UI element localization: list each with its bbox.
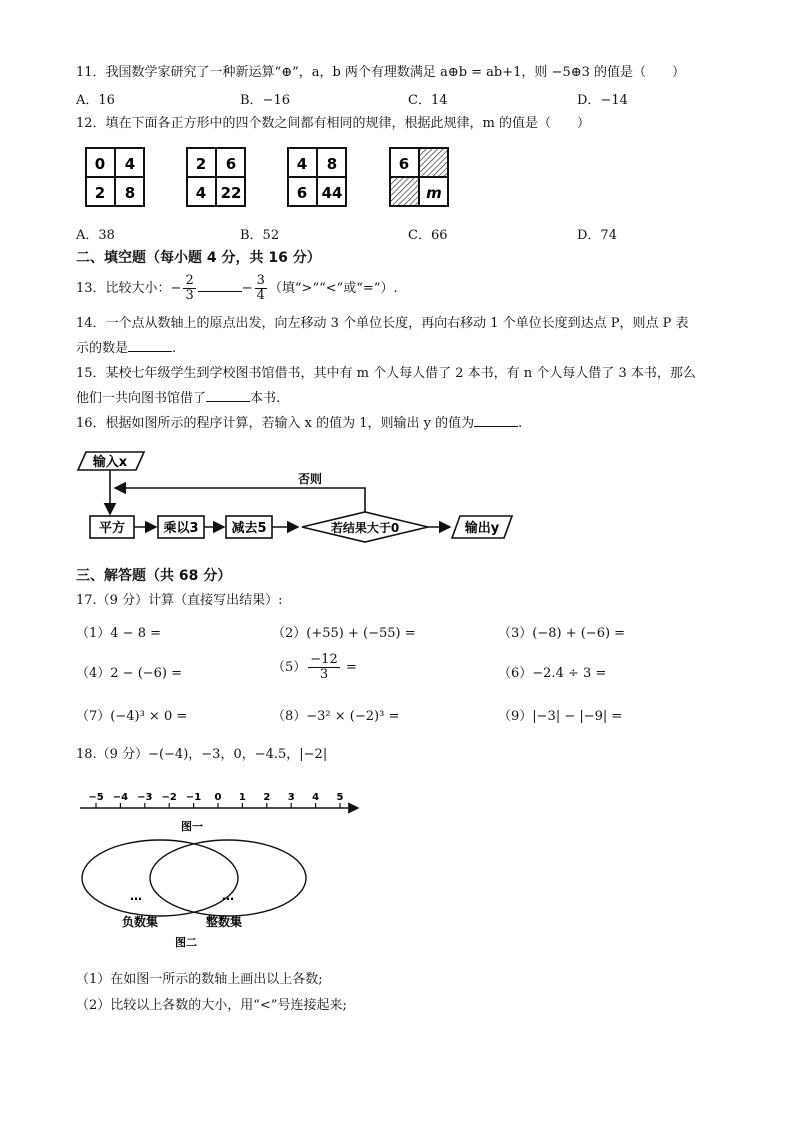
q12-square-3 (288, 148, 346, 206)
q12-square-2-br: 22 (220, 184, 242, 202)
q17-stem: 17.（9 分）计算（直接写出结果）: (76, 593, 283, 608)
q17-item-2: （2）(+55) + (−55) = (272, 626, 416, 641)
q12-square-3-tl: 4 (296, 155, 308, 173)
q12-option-b: B．52 (240, 228, 280, 243)
fig2-caption: 图二 (175, 936, 197, 949)
flow-loop-arrow (115, 488, 365, 512)
q13-fraction-1-denominator: 3 (185, 288, 194, 303)
venn-right-dots: … (222, 889, 234, 903)
q16-answer-blank[interactable] (474, 414, 518, 427)
q13-prefix: 13．比较大小：− (76, 281, 182, 296)
q14-line-2-end: . (172, 341, 177, 356)
q15-line-2-end: 本书. (250, 391, 281, 406)
q17-item-1: （1）4 − 8 = (76, 626, 161, 641)
q12-square-4-hatched-bl (390, 177, 419, 206)
q12-stem: 12．填在下面各正方形中的四个数之间都有相同的规律，根据此规律，m 的值是（ ） (76, 116, 591, 131)
q15-line-2-text: 他们一共向图书馆借了 (76, 391, 207, 406)
venn-negative-set (82, 840, 238, 916)
q12-option-d: D．74 (577, 228, 617, 243)
q12-square-4 (390, 148, 448, 206)
q12-square-4-tl: 6 (398, 155, 410, 173)
number-line-tick-label: −1 (185, 792, 202, 803)
q12-square-1-tl: 0 (94, 155, 106, 173)
q11-option-a: A．16 (76, 93, 115, 108)
q12-option-c: C．66 (408, 228, 448, 243)
venn-integer-set (150, 840, 306, 916)
q12-square-1 (86, 148, 144, 206)
q18-sub-2: （2）比较以上各数的大小，用“<”号连接起来; (76, 998, 347, 1013)
q12-square-1-br: 8 (124, 184, 136, 202)
flow-input-label: 输入x (92, 455, 128, 470)
q12-square-3-bl: 6 (296, 184, 308, 202)
q12-option-a: A．38 (76, 228, 115, 243)
q13-fraction-2 (255, 274, 267, 303)
q17-item-5-label: （5） (272, 660, 307, 675)
q17-item-5-tail: = (341, 660, 357, 675)
q13-mid: − (241, 281, 253, 296)
q11-option-c: C．14 (408, 93, 448, 108)
section-3-title: 三、解答题（共 68 分） (76, 568, 232, 584)
flow-else-label: 否则 (297, 472, 323, 486)
number-line-tick-label: 5 (336, 792, 344, 803)
q13-suffix: （填“>”“<”或“=”）. (268, 281, 398, 296)
q18-sub-1: （1）在如图一所示的数轴上画出以上各数; (76, 972, 323, 987)
q18-stem: 18.（9 分）−(−4)，−3，0，−4.5，|−2| (76, 747, 328, 762)
q16-stem (76, 414, 522, 434)
flow-square-label: 平方 (98, 521, 126, 536)
q12-square-2-bl: 4 (195, 184, 207, 202)
number-line-tick-label: 1 (238, 792, 246, 803)
q12-square-2-tr: 6 (225, 155, 237, 173)
number-line-tick-label: −5 (88, 792, 104, 803)
q13-fraction-2-numerator: 3 (256, 273, 265, 288)
q11-option-b: B．−16 (240, 93, 290, 108)
number-line-tick-label: 3 (287, 792, 295, 803)
q17-item-3: （3）(−8) + (−6) = (498, 626, 626, 641)
q13-fraction-2-denominator: 4 (256, 288, 265, 303)
q14-line-2 (76, 339, 176, 359)
q12-square-2 (187, 148, 245, 206)
venn-right-label: 整数集 (205, 915, 243, 929)
section-2-title: 二、填空题（每小题 4 分，共 16 分） (76, 250, 321, 266)
venn-left-label: 负数集 (121, 915, 159, 929)
q16-flowchart (70, 440, 530, 552)
q14-line-2-text: 示的数是 (76, 341, 129, 356)
q15-line-2 (76, 389, 280, 409)
number-line-tick-label: −3 (137, 792, 153, 803)
q13-fraction-1-numerator: 2 (185, 273, 194, 288)
q13-line (76, 272, 398, 306)
q17-item-7: （7）(−4)³ × 0 = (76, 709, 188, 724)
q12-square-3-br: 44 (321, 184, 343, 202)
q17-item-5-denominator: 3 (319, 667, 329, 682)
flow-mul3-label: 乘以3 (163, 521, 199, 536)
q13-answer-blank[interactable] (198, 279, 242, 292)
q17-item-5-numerator: −12 (310, 652, 338, 667)
fig1-caption: 图一 (181, 820, 203, 832)
q12-square-2-tl: 2 (195, 155, 207, 173)
number-line-tick-label: −4 (112, 792, 129, 803)
number-line-tick-label: −2 (161, 792, 177, 803)
number-line-tick-label: 2 (263, 792, 271, 803)
q12-square-3-tr: 8 (326, 155, 338, 173)
q16-stem-text: 16．根据如图所示的程序计算，若输入 x 的值为 1，则输出 y 的值为 (76, 416, 475, 431)
q17-item-9: （9）|−3| − |−9| = (498, 709, 623, 724)
number-line-tick-label: 4 (312, 792, 320, 803)
q14-line-1: 14．一个点从数轴上的原点出发，向左移动 3 个单位长度，再向右移动 1 个单位长度到达点 P，则点 P 表 (76, 316, 689, 331)
q17-item-8: （8）−3² × (−2)³ = (272, 709, 400, 724)
q12-squares-figure (80, 144, 480, 212)
q11-stem: 11．我国数学家研究了一种新运算“⊕”，a，b 两个有理数满足 a⊕b = ab+1，则 −5⊕3 的值是（ ） (76, 65, 686, 80)
q12-square-4-hatched-tr (419, 148, 448, 177)
number-line-ticks (88, 792, 343, 808)
q15-answer-blank[interactable] (206, 389, 250, 402)
q14-answer-blank[interactable] (128, 339, 172, 352)
q17-item-5-fraction (308, 653, 339, 682)
q16-stem-end: . (518, 416, 523, 431)
flow-condition-label: 若结果大于0 (330, 521, 400, 535)
q13-fraction-1 (183, 274, 195, 303)
flow-output-label: 输出y (464, 521, 500, 536)
q17-item-5 (272, 651, 357, 685)
q12-square-1-tr: 4 (124, 155, 136, 173)
q17-item-6: （6）−2.4 ÷ 3 = (498, 666, 607, 681)
number-line-tick-label: 0 (214, 792, 222, 803)
venn-left-dots: … (130, 889, 142, 903)
q17-item-4: （4）2 − (−6) = (76, 666, 183, 681)
q12-square-1-bl: 2 (94, 184, 106, 202)
flow-sub5-label: 减去5 (231, 521, 267, 536)
q18-number-line-figure (80, 786, 370, 832)
q11-option-d: D．−14 (577, 93, 628, 108)
q15-line-1: 15．某校七年级学生到学校图书馆借书，其中有 m 个人每人借了 2 本书，有 n 个人每人借了 3 本书，那么 (76, 366, 696, 381)
q18-venn-figure (78, 836, 378, 952)
q12-square-4-br: m (426, 184, 442, 202)
